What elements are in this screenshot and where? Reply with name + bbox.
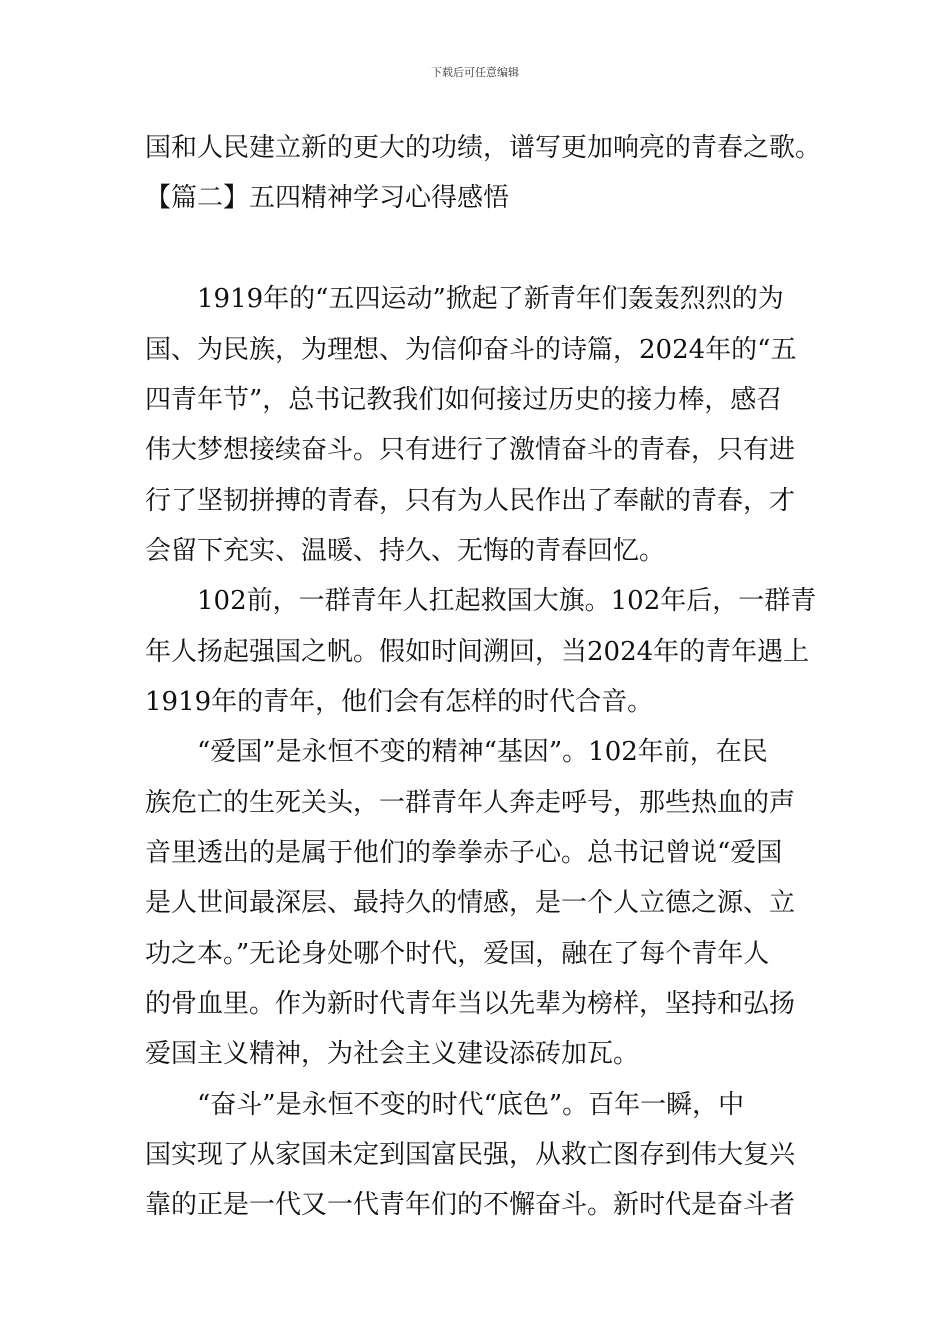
body-line: 国和人民建立新的更大的功绩，谱写更加响亮的青春之歌。 <box>145 133 822 163</box>
body-line: “爱国”是永恒不变的精神“基因”。102年前，在民 <box>145 737 768 767</box>
body-line: “奋斗”是永恒不变的时代“底色”。百年一瞬，中 <box>145 1090 745 1120</box>
body-line: 1919年的青年，他们会有怎样的时代合音。 <box>145 687 654 717</box>
body-line: 102前，一群青年人扛起救国大旗。102年后，一群青 <box>145 586 817 616</box>
body-line: 年人扬起强国之帆。假如时间溯回，当2024年的青年遇上 <box>145 637 810 667</box>
body-line: 伟大梦想接续奋斗。只有进行了激情奋斗的青春，只有进 <box>145 435 796 465</box>
body-line: 音里透出的是属于他们的拳拳赤子心。总书记曾说“爱国 <box>145 838 783 868</box>
body-line: 是人世间最深层、最持久的情感，是一个人立德之源、立 <box>145 888 796 918</box>
body-line: 功之本。”无论身处哪个时代，爱国，融在了每个青年人 <box>145 939 770 969</box>
body-line: 1919年的“五四运动”掀起了新青年们轰轰烈烈的为 <box>145 284 784 314</box>
body-line: 四青年节”，总书记教我们如何接过历史的接力棒，感召 <box>145 385 783 415</box>
body-line: 国、为民族，为理想、为信仰奋斗的诗篇，2024年的“五 <box>145 335 797 365</box>
section-heading: 【篇二】五四精神学习心得感悟 <box>145 183 510 213</box>
page-header: 下载后可任意编辑 <box>431 66 519 79</box>
body-line: 族危亡的生死关头，一群青年人奔走呼号，那些热血的声 <box>145 788 796 818</box>
body-line: 国实现了从家国未定到国富民强，从救亡图存到伟大复兴 <box>145 1140 796 1170</box>
body-line: 行了坚韧拼搏的青春，只有为人民作出了奉献的青春，才 <box>145 486 796 516</box>
body-line: 会留下充实、温暖、持久、无悔的青春回忆。 <box>145 536 666 566</box>
body-line: 的骨血里。作为新时代青年当以先辈为榜样，坚持和弘扬 <box>145 989 796 1019</box>
body-line: 爱国主义精神，为社会主义建设添砖加瓦。 <box>145 1039 640 1069</box>
body-line: 靠的正是一代又一代青年们的不懈奋斗。新时代是奋斗者 <box>145 1190 796 1220</box>
